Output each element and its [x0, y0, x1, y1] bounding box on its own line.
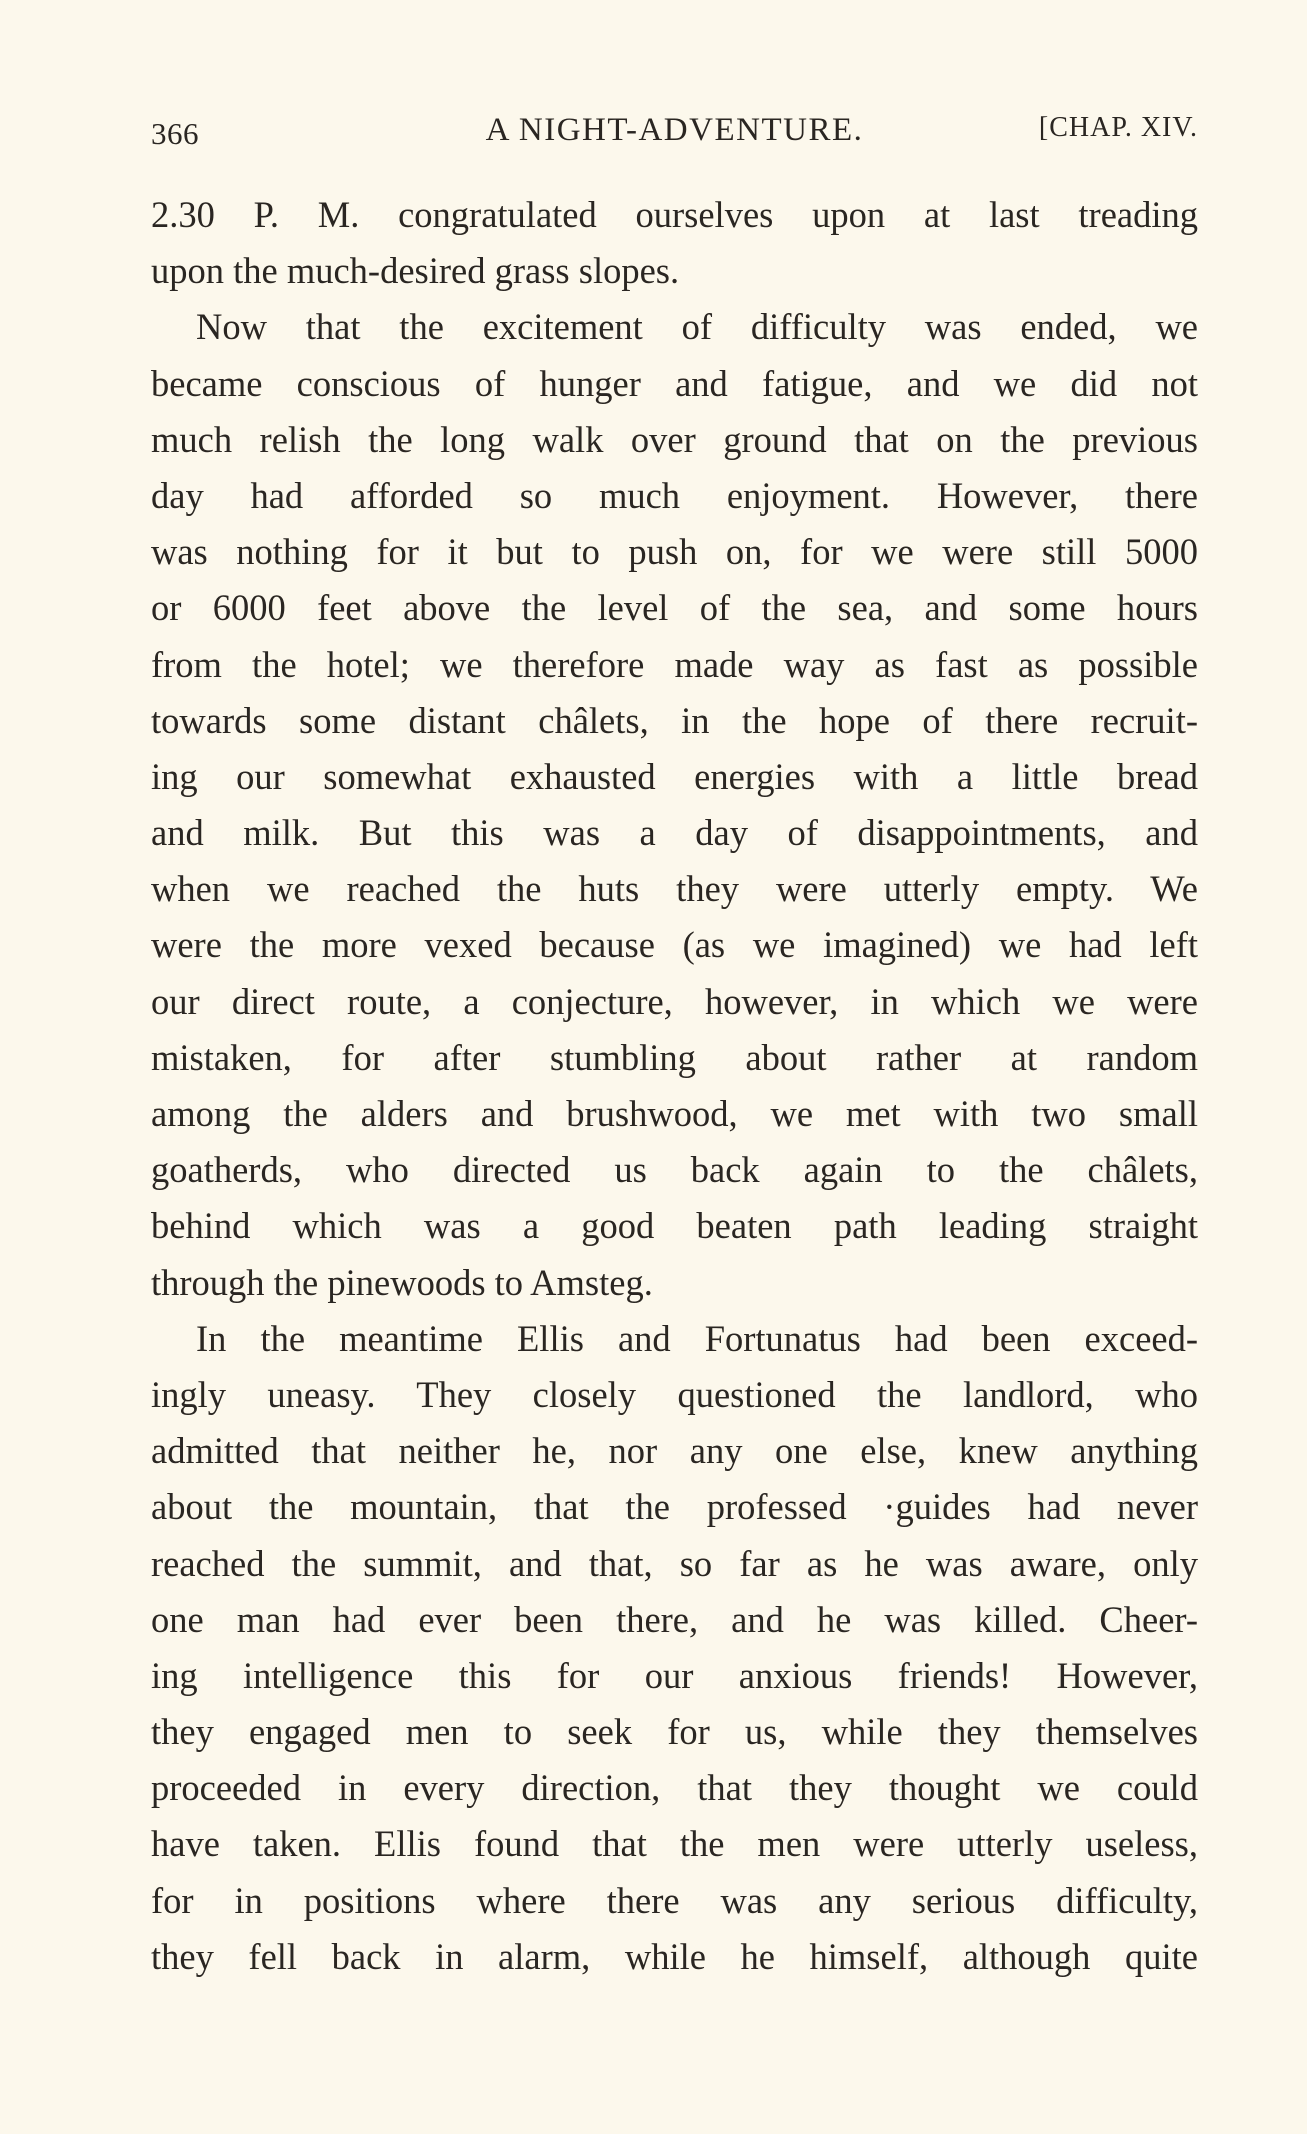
- text-line: behind which was a good beaten path leading straight: [151, 1205, 1198, 1247]
- text-line: or 6000 feet above the level of the sea, and some hours: [151, 587, 1198, 629]
- text-line: for in positions where there was any serious difficulty,: [151, 1879, 1198, 1921]
- text-line: day had afforded so much enjoyment. However, there: [151, 474, 1198, 516]
- text-line: among the alders and brushwood, we met with two small: [151, 1093, 1198, 1134]
- text-line: about the mountain, that the professed ·guides had never: [151, 1486, 1198, 1528]
- text-line: mistaken, for after stumbling about rather at random: [151, 1036, 1198, 1078]
- text-line: ing our somewhat exhausted energies with a little bread: [151, 755, 1198, 797]
- page-number: 366: [151, 116, 199, 151]
- text-line: upon the much-desired grass slopes.: [151, 250, 680, 292]
- text-line: 2.30 P. M. congratulated ourselves upon at last treading: [151, 194, 1198, 235]
- text-line: when we reached the huts they were utterly empty. We: [151, 868, 1198, 910]
- text-line: In the meantime Ellis and Fortunatus had been exceed-: [196, 1317, 1198, 1359]
- text-line: through the pinewoods to Amsteg.: [151, 1261, 653, 1303]
- running-title: A NIGHT-ADVENTURE.: [485, 112, 864, 148]
- text-line: ingly uneasy. They closely questioned the landlord, who: [151, 1373, 1198, 1415]
- text-line: our direct route, a conjecture, however, in which we were: [151, 980, 1198, 1022]
- text-line: goatherds, who directed us back again to the châlets,: [151, 1149, 1198, 1191]
- text-line: became conscious of hunger and fatigue, and we did not: [151, 362, 1198, 404]
- text-line: proceeded in every direction, that they thought we could: [151, 1767, 1198, 1809]
- text-line: admitted that neither he, nor any one else, knew anything: [151, 1430, 1198, 1472]
- text-line: towards some distant châlets, in the hope of there recruit-: [151, 699, 1198, 741]
- text-line: they engaged men to seek for us, while they themselves: [151, 1711, 1198, 1753]
- text-line: they fell back in alarm, while he himself, although quite: [151, 1935, 1198, 1977]
- text-line: from the hotel; we therefore made way as fast as possible: [151, 643, 1198, 685]
- text-line: and milk. But this was a day of disappointments, and: [151, 812, 1198, 854]
- text-line: have taken. Ellis found that the men were utterly useless,: [151, 1823, 1198, 1865]
- body-text: [151, 187, 1198, 1985]
- text-line: Now that the excitement of difficulty was ended, we: [196, 306, 1198, 348]
- text-line: ing intelligence this for our anxious friends! However,: [151, 1654, 1198, 1696]
- text-line: much relish the long walk over ground that on the previous: [151, 418, 1198, 460]
- text-line: were the more vexed because (as we imagined) we had left: [151, 924, 1198, 966]
- page-header: [151, 112, 1198, 158]
- chapter-reference: [CHAP. XIV.: [1038, 112, 1198, 143]
- text-line: was nothing for it but to push on, for we were still 5000: [151, 531, 1198, 573]
- text-line: reached the summit, and that, so far as he was aware, only: [151, 1542, 1198, 1584]
- text-line: one man had ever been there, and he was killed. Cheer-: [151, 1598, 1198, 1640]
